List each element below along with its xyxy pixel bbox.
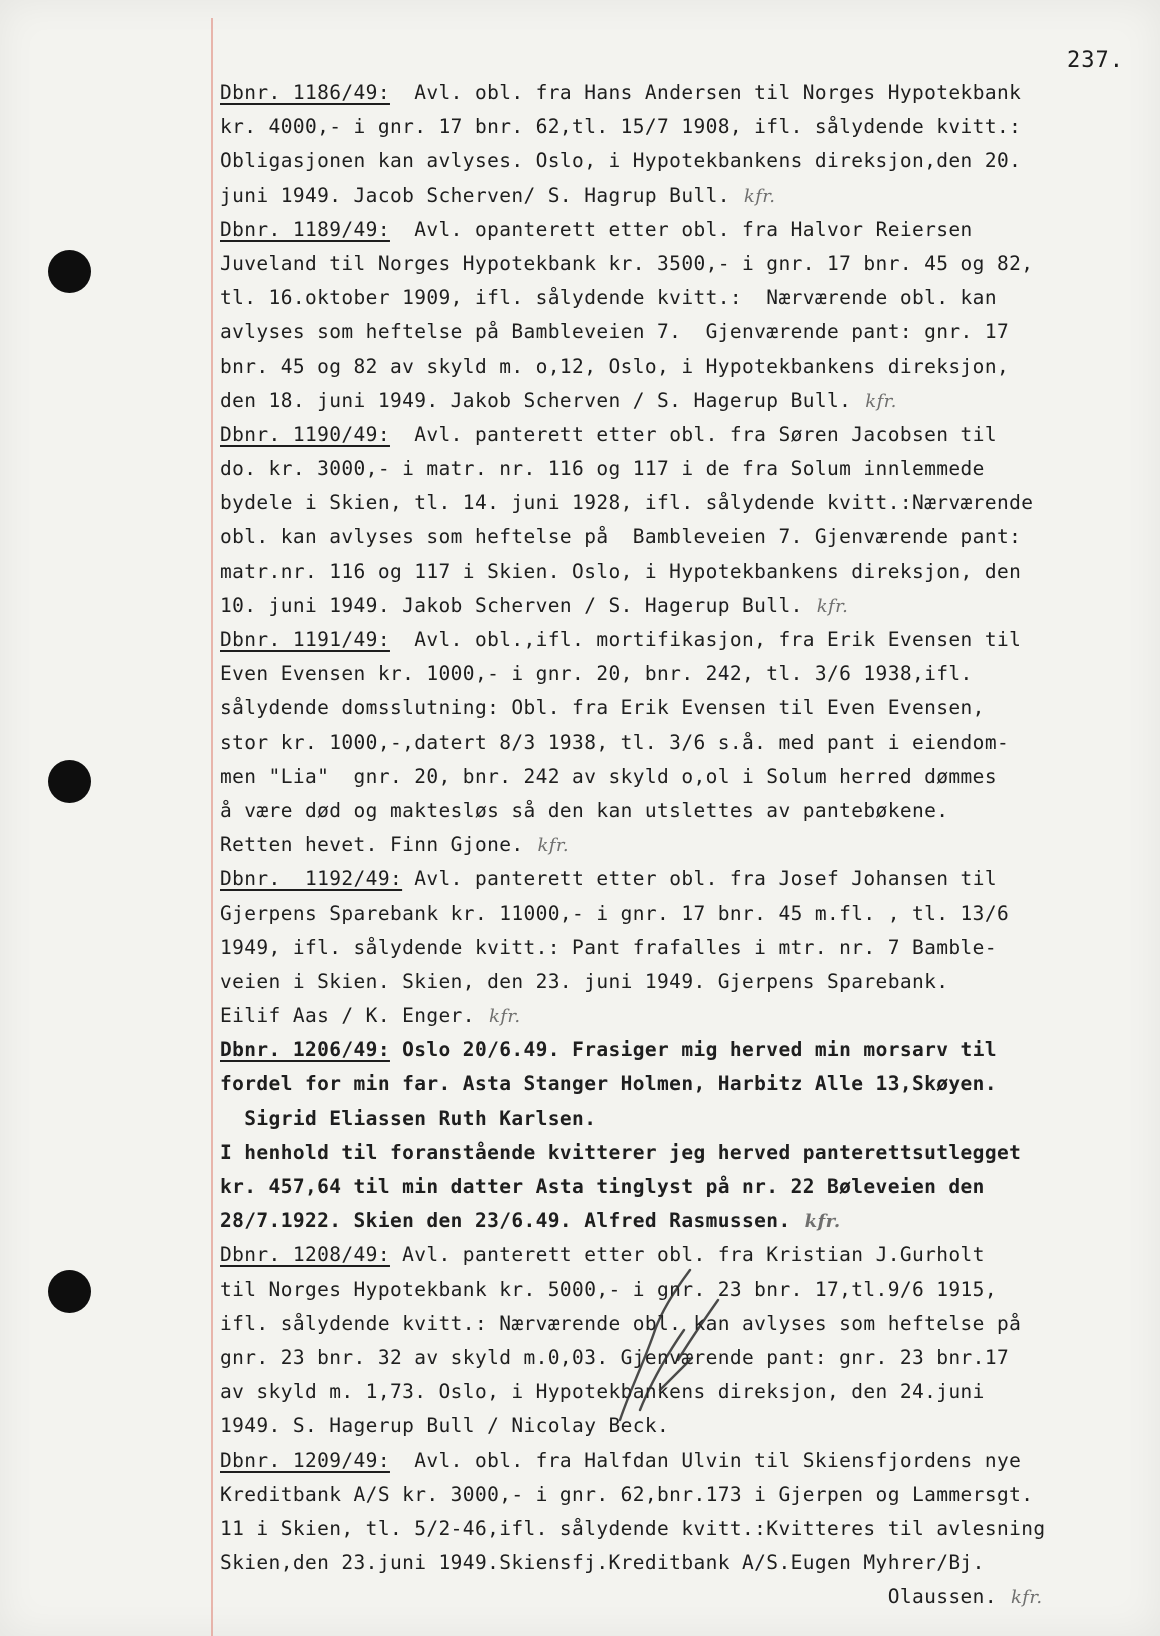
handwritten-initials: kfr. xyxy=(488,1006,521,1028)
handwritten-initials: kfr. xyxy=(865,390,897,412)
entry-text: Kreditbank A/S kr. 3000,- i gnr. 62,bnr.173 i Gjerpen og Lammersgt. xyxy=(220,1482,1034,1506)
entry-line-start xyxy=(220,862,1125,896)
entry-text: obl. kan avlyses som heftelse på Bambleveien 7. Gjenværende pant: xyxy=(220,525,1022,549)
entry-line-start xyxy=(220,213,1125,247)
entry-text: I henhold til foranstående kvitterer jeg herved panterettsutlegget xyxy=(220,1140,1022,1164)
entry-number: Dbnr. 1190/49: xyxy=(220,422,390,446)
entry-line xyxy=(220,691,1125,725)
entry-text: kr. 4000,- i gnr. 17 bnr. 62,tl. 15/7 1908, ifl. sålydende kvitt.: xyxy=(220,115,1022,139)
entry-text: Obligasjonen kan avlyses. Oslo, i Hypotekbankens direksjon,den 20. xyxy=(220,149,1022,173)
entry-line xyxy=(220,520,1125,554)
entry-text: Olaussen. xyxy=(220,1585,997,1609)
entry-line xyxy=(220,1478,1125,1512)
entry-line xyxy=(220,657,1125,691)
entry-text: 10. juni 1949. Jakob Scherven / S. Hagerup Bull. xyxy=(220,593,803,617)
margin-rule xyxy=(211,18,213,1636)
entry-text: Juveland til Norges Hypotekbank kr. 3500,- i gnr. 17 bnr. 45 og 82, xyxy=(220,251,1034,275)
entry-number: Dbnr. 1208/49: xyxy=(220,1243,390,1267)
entry-text: 1949. S. Hagerup Bull / Nicolay Beck. xyxy=(220,1414,670,1438)
entry-text: å være død og maktesløs så den kan utslettes av pantebøkene. xyxy=(220,798,949,822)
entry-text: av skyld m. 1,73. Oslo, i Hypotekbankens direksjon, den 24.juni xyxy=(220,1380,985,1404)
entry-text: avlyses som heftelse på Bambleveien 7. Gjenværende pant: gnr. 17 xyxy=(220,320,1010,344)
entry-line xyxy=(220,144,1125,178)
entry-text: matr.nr. 116 og 117 i Skien. Oslo, i Hypotekbankens direksjon, den xyxy=(220,559,1022,583)
entry-line xyxy=(220,726,1125,760)
page-number: 237. xyxy=(1067,48,1124,73)
handwritten-initials: kfr. xyxy=(537,835,570,857)
entry-number: Dbnr. 1191/49: xyxy=(220,628,390,651)
entry-line xyxy=(220,794,1125,828)
entry-text: do. kr. 3000,- i matr. nr. 116 og 117 i de fra Solum innlemmede xyxy=(220,457,985,481)
entry-text: Skien,den 23.juni 1949.Skiensfj.Kreditbank A/S.Eugen Myhrer/Bj. xyxy=(220,1551,985,1575)
entry-text: Oslo 20/6.49. Frasiger mig herved min morsarv til xyxy=(389,1038,997,1062)
handwritten-initials: kfr. xyxy=(804,1211,841,1233)
entry-line xyxy=(220,555,1125,589)
entry-text: Avl. panterett etter obl. fra Josef Johansen til xyxy=(402,867,997,891)
entry-text: kr. 457,64 til min datter Asta tinglyst på nr. 22 Bøleveien den xyxy=(220,1175,985,1198)
entry-text: Sigrid Eliassen Ruth Karlsen. xyxy=(220,1106,597,1130)
entry-text: stor kr. 1000,-,datert 8/3 1938, tl. 3/6 s.å. med pant i eiendom- xyxy=(220,730,1010,754)
entry-line xyxy=(220,247,1125,281)
entry-line xyxy=(220,1580,1125,1614)
handwritten-initials: kfr. xyxy=(743,185,776,207)
entry-text: Retten hevet. Finn Gjone. xyxy=(220,833,524,857)
entry-line xyxy=(220,1102,1125,1136)
entry-line-start xyxy=(220,623,1125,657)
entry-text: Avl. obl. fra Hans Andersen til Norges Hypotekbank xyxy=(389,81,1022,104)
entry-text: Avl. obl. fra Halfdan Ulvin til Skiensfjordens nye xyxy=(389,1448,1022,1472)
entry-line xyxy=(220,350,1125,384)
entry-text: bnr. 45 og 82 av skyld m. o,12, Oslo, i Hypotekbankens direksjon, xyxy=(220,354,1010,378)
handwritten-signature xyxy=(600,1240,740,1450)
entry-line xyxy=(220,1512,1125,1546)
handwritten-initials: kfr. xyxy=(1010,1587,1043,1609)
entry-text: 11 i Skien, tl. 5/2-46,ifl. sålydende kvitt.:Kvitteres til avlesning xyxy=(220,1516,1046,1540)
entry-line xyxy=(220,999,1125,1033)
entry-number: Dbnr. 1206/49: xyxy=(220,1038,390,1062)
entry-line xyxy=(220,897,1125,931)
entry-line xyxy=(220,486,1125,520)
entry-text: den 18. juni 1949. Jakob Scherven / S. Hagerup Bull. xyxy=(220,388,852,412)
handwritten-initials: kfr. xyxy=(816,595,849,617)
entry-line xyxy=(220,1170,1125,1204)
entry-line-start xyxy=(220,1033,1125,1067)
entry-text: gnr. 23 bnr. 32 av skyld m.0,03. Gjenværende pant: gnr. 23 bnr.17 xyxy=(220,1345,1010,1369)
entry-line xyxy=(220,281,1125,315)
entry-line xyxy=(220,1067,1125,1101)
entry-text: men "Lia" gnr. 20, bnr. 242 av skyld o,ol i Solum herred dømmes xyxy=(220,764,997,788)
entry-text: bydele i Skien, tl. 14. juni 1928, ifl. sålydende kvitt.:Nærværende xyxy=(220,491,1034,515)
entry-line xyxy=(220,110,1125,144)
entry-text: tl. 16.oktober 1909, ifl. sålydende kvitt.: Nærværende obl. kan xyxy=(220,286,997,310)
entry-line xyxy=(220,1136,1125,1170)
entry-text: til Norges Hypotekbank kr. 5000,- i gnr. 23 bnr. 17,tl.9/6 1915, xyxy=(220,1277,997,1301)
entry-text: Avl. panterett etter obl. fra Kristian J.Gurholt xyxy=(389,1243,985,1267)
entry-text: Avl. opanterett etter obl. fra Halvor Reiersen xyxy=(389,217,973,241)
entry-text: 28/7.1922. Skien den 23/6.49. Alfred Rasmussen. xyxy=(220,1209,791,1233)
entry-text: veien i Skien. Skien, den 23. juni 1949. Gjerpens Sparebank. xyxy=(220,969,949,993)
entry-line xyxy=(220,1546,1125,1580)
punch-hole xyxy=(48,760,91,803)
entry-line xyxy=(220,179,1125,213)
entry-line xyxy=(220,315,1125,349)
entry-line xyxy=(220,384,1125,418)
entry-line xyxy=(220,589,1125,623)
entry-line xyxy=(220,828,1125,862)
entry-line xyxy=(220,1204,1125,1238)
entry-text: juni 1949. Jacob Scherven/ S. Hagrup Bull. xyxy=(220,183,730,207)
entry-line xyxy=(220,760,1125,794)
punch-hole xyxy=(48,250,91,293)
entry-text: Avl. panterett etter obl. fra Søren Jacobsen til xyxy=(389,422,997,446)
entry-text: Avl. obl.,ifl. mortifikasjon, fra Erik Evensen til xyxy=(389,628,1022,651)
entry-number: Dbnr. 1209/49: xyxy=(220,1448,390,1472)
punch-hole xyxy=(48,1270,91,1313)
entry-text: ifl. sålydende kvitt.: Nærværende obl. kan avlyses som heftelse på xyxy=(220,1311,1022,1335)
entry-line xyxy=(220,965,1125,999)
entry-text: fordel for min far. Asta Stanger Holmen, Harbitz Alle 13,Skøyen. xyxy=(220,1072,997,1096)
entry-text: 1949, ifl. sålydende kvitt.: Pant frafalles i mtr. nr. 7 Bamble- xyxy=(220,935,997,959)
entry-number: Dbnr. 1192/49: xyxy=(220,867,403,891)
entry-line-start xyxy=(220,418,1125,452)
entry-line xyxy=(220,452,1125,486)
entry-text: Gjerpens Sparebank kr. 11000,- i gnr. 17 bnr. 45 m.fl. , tl. 13/6 xyxy=(220,901,1010,925)
entry-number: Dbnr. 1186/49: xyxy=(220,81,390,104)
entry-number: Dbnr. 1189/49: xyxy=(220,217,390,241)
entry-line-start xyxy=(220,76,1125,110)
entry-text: Eilif Aas / K. Enger. xyxy=(220,1004,475,1028)
entry-line xyxy=(220,931,1125,965)
entry-text: sålydende domsslutning: Obl. fra Erik Evensen til Even Evensen, xyxy=(220,696,985,720)
entry-text: Even Evensen kr. 1000,- i gnr. 20, bnr. 242, tl. 3/6 1938,ifl. xyxy=(220,662,973,686)
